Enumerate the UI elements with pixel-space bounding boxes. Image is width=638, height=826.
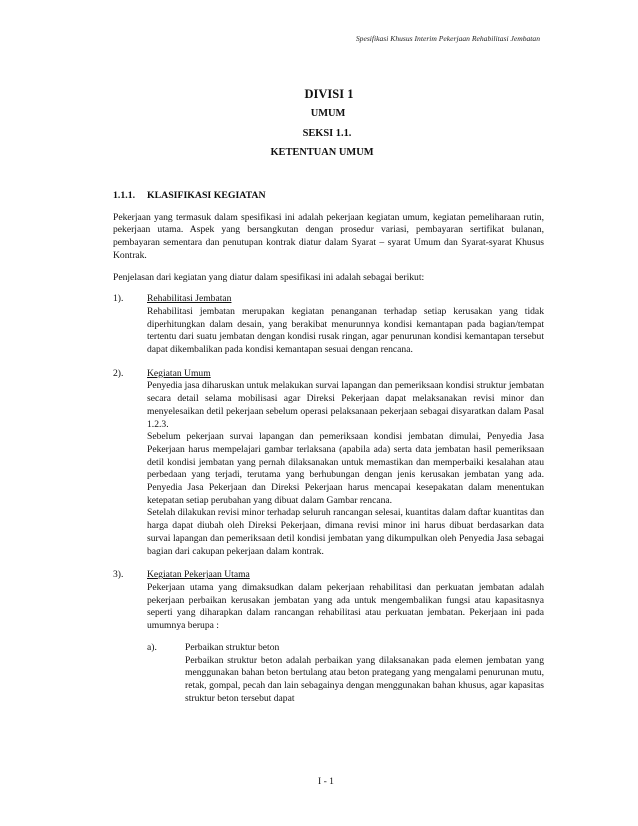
list-item [113,569,544,705]
item-marker: 3). [113,569,124,581]
title-block [0,86,638,160]
umum-title: UMUM [310,108,346,119]
section-heading [113,190,544,203]
item-title: Rehabilitasi Jembatan [147,293,232,305]
running-header: Spesifikasi Khusus Interim Pekerjaan Rehabilitasi Jembatan [355,34,540,43]
intro-paragraph: Pekerjaan yang termasuk dalam spesifikasi ini adalah pekerjaan kegiatan umum, kegiatan pemeliharaan rutin, pekerjaan utama. Aspek yang bersangkutan dengan prosedur variasi, pembayaran sertifikat bulanan, pembayaran sementara dan penutupan kontrak diatur dalam Syarat – syarat Umum dan Syarat-syarat Khusus Kontrak. [113,211,544,261]
item-body [147,569,544,705]
item-paragraph: Setelah dilakukan revisi minor terhadap seluruh rancangan selesai, kuantitas dalam daftar kuantitas dan harga dapat diubah oleh Direksi Pekerjaan, dimana revisi minor ini harus dibuat berdasarkan data survai lapangan dan pemeriksaan detil kondisi jembatan yang dikumpulkan oleh Penyedia Jasa sebagai bagian dari cakupan pekerjaan dalam kontrak. [147,507,544,557]
item-paragraph: Rehabilitasi jembatan merupakan kegiatan penanganan terhadap setiap kerusakan yang tidak diperhitungkan dalam desain, yang berakibat menurunnya kondisi kemantapan pada bagian/tempat tertentu dari suatu jembatan dengan kondisi rusak ringan, agar penurunan kondisi kemantapan tersebut dapat dikembalikan pada kondisi kemantapan sesuai dengan rencana. [147,305,544,356]
item-title: Kegiatan Umum [147,367,211,379]
item-title: Kegiatan Pekerjaan Utama [147,569,250,581]
item-body [147,293,544,357]
page-number: I - 1 [318,776,334,787]
item-body [147,368,544,559]
item-paragraph: Sebelum pekerjaan survai lapangan dan pemeriksaan kondisi jembatan dimulai, Penyedia Jasa Pekerjaan harus mempelajari gambar terlaksana (apabila ada) serta data jembatan hasil pemeriksaan detil kondisi jembatan yang pernah dilaksanakan untuk memastikan dan memperbaiki kesalahan atau perbedaan yang terjadi, terutama yang berhubungan dengan jenis kerusakan jembatan yang ada. Penyedia Jasa Pekerjaan dan Direksi Pekerjaan harus mencapai kesepakatan dalam menentukan ketepatan setiap perubahan yang dibuat dalam Gambar rencana. [147,431,544,506]
seksi-title: SEKSI 1.1. [302,128,352,139]
item-paragraph: Penyedia jasa diharuskan untuk melakukan survai lapangan dan pemeriksaan kondisi struktur jembatan secara detail selama mobilisasi agar Direksi Pekerjaan dapat melaksanakan revisi minor dan menyelesaikan detil pekerjaan sebelum operasi pelaksanaan pekerjaan sebagai disyaratkan dalam Pasal 1.2.3. [147,380,544,430]
ketentuan-title: KETENTUAN UMUM [270,147,374,158]
section-number: 1.1.1. [113,190,136,201]
sub-item-paragraph: Perbaikan struktur beton adalah perbaikan yang dilaksanakan pada elemen jembatan yang menggunakan bahan beton bertulang atau beton prategang yang mengalami penurunan mutu, retak, gompal, pecah dan lain sebagainya dengan menggunakan bahan khusus, agar kapasitas struktur beton tersebut dapat [185,654,544,704]
sub-item-marker: a). [147,641,157,653]
sub-item [147,642,544,706]
document-body [113,190,544,716]
item-paragraph: Pekerjaan utama yang dimaksudkan dalam pekerjaan rehabilitasi dan perkuatan jembatan adalah pekerjaan perbaikan kerusakan jembatan yang ada untuk mengembalikan fungsi atau kapasitasnya seperti yang diharapkan dalam rancangan rehabilitasi atau perkuatan jembatan. Pekerjaan ini pada umumnya berupa : [147,581,544,632]
lead-paragraph: Penjelasan dari kegiatan yang diatur dalam spesifikasi ini adalah sebagai berikut: [113,271,425,283]
divisi-title: DIVISI 1 [304,87,354,101]
sub-item-body [185,642,544,706]
section-title: KLASIFIKASI KEGIATAN [147,190,266,201]
item-marker: 1). [113,293,124,305]
sub-item-title: Perbaikan struktur beton [185,641,280,653]
list-item [113,293,544,357]
item-marker: 2). [113,367,124,379]
list-item [113,368,544,559]
